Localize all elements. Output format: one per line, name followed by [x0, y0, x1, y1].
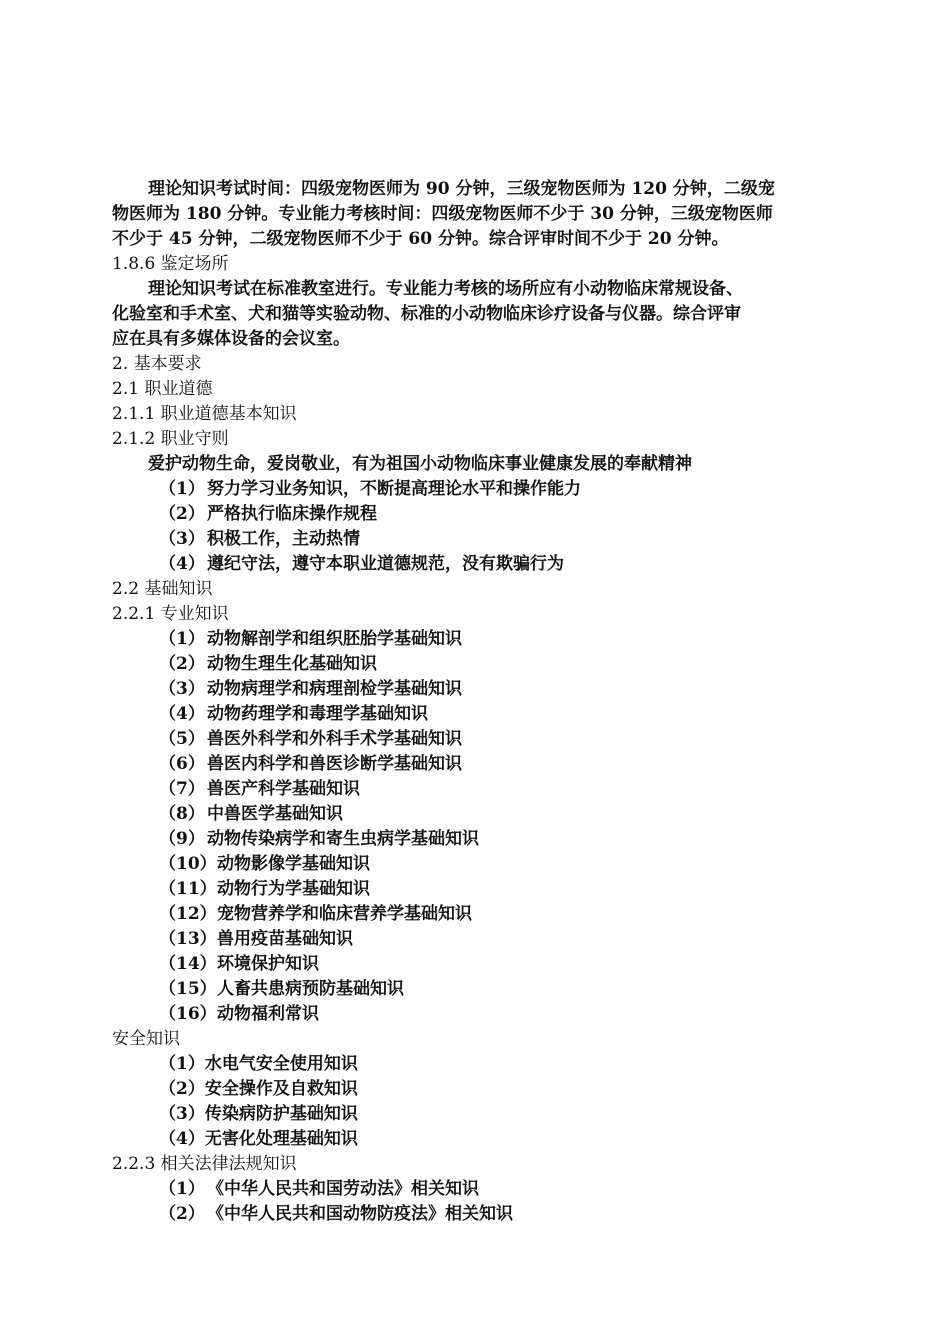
list-item — [112, 777, 832, 802]
list-item-number: （11） — [159, 879, 217, 899]
list-item-number: （12） — [159, 904, 217, 924]
list-item — [112, 627, 832, 652]
list-item-number: （1） — [159, 629, 205, 649]
paragraph-line: 化验室和手术室、犬和猫等实验动物、标准的小动物临床诊疗设备与仪器。综合评审 — [112, 304, 741, 324]
list-item-number: （1） — [159, 479, 205, 499]
list-item — [112, 827, 832, 852]
list-item — [112, 1202, 832, 1227]
paragraph-line: 理论知识考试在标准教室进行。专业能力考核的场所应有小动物临床常规设备、 — [148, 279, 743, 299]
list-item-text: 《中华人民共和国动物防疫法》相关知识 — [207, 1204, 513, 1224]
section-heading-ethics-basics: 2.1.1 职业道德基本知识 — [112, 404, 297, 424]
list-item-text: 兽用疫苗基础知识 — [217, 929, 353, 949]
list-item-number: （7） — [159, 779, 205, 799]
list-item-text: 人畜共患病预防基础知识 — [217, 979, 404, 999]
list-item-number: （2） — [159, 1204, 205, 1224]
list-item-text: 积极工作，主动热情 — [207, 529, 360, 549]
list-item — [112, 752, 832, 777]
list-item — [112, 877, 832, 902]
list-item-number: （2） — [159, 504, 205, 524]
list-item: （1）水电气安全使用知识 — [159, 1054, 358, 1074]
list-item-text: 兽医内科学和兽医诊断学基础知识 — [207, 754, 462, 774]
list-item — [112, 502, 832, 527]
list-item-number: （3） — [159, 529, 205, 549]
list-item-number: （15） — [159, 979, 217, 999]
section-heading-code-of-conduct: 2.1.2 职业守则 — [112, 429, 229, 449]
list-item-text: 努力学习业务知识，不断提高理论水平和操作能力 — [207, 479, 581, 499]
list-item — [112, 727, 832, 752]
section-heading-laws: 2.2.3 相关法律法规知识 — [112, 1154, 297, 1174]
list-item — [112, 852, 832, 877]
list-item-number: （3） — [159, 679, 205, 699]
list-item-number: （10） — [159, 854, 217, 874]
list-item-number: （4） — [159, 554, 205, 574]
safety-knowledge-list — [112, 1052, 832, 1152]
exam-time-paragraph — [112, 177, 832, 252]
paragraph-line: 不少于 45 分钟，二级宠物医师不少于 60 分钟。综合评审时间不少于 20 分钟。 — [112, 229, 729, 249]
list-item — [112, 952, 832, 977]
list-item — [112, 552, 832, 577]
list-item — [112, 527, 832, 552]
list-item-number: （8） — [159, 804, 205, 824]
list-item-text: 动物影像学基础知识 — [217, 854, 370, 874]
list-item: （3）传染病防护基础知识 — [159, 1104, 358, 1124]
ethics-list — [112, 477, 832, 577]
list-item-number: （13） — [159, 929, 217, 949]
law-knowledge-list — [112, 1177, 832, 1227]
section-heading-ethics: 2.1 职业道德 — [112, 379, 213, 399]
list-item-text: 动物药理学和毒理学基础知识 — [207, 704, 428, 724]
list-item — [112, 802, 832, 827]
section-heading-foundation: 2.2 基础知识 — [112, 579, 213, 599]
list-item — [112, 927, 832, 952]
list-item-text: 环境保护知识 — [217, 954, 319, 974]
list-item — [112, 902, 832, 927]
list-item-number: （5） — [159, 729, 205, 749]
list-item-number: （4） — [159, 704, 205, 724]
list-item-number: （1） — [159, 1179, 205, 1199]
list-item-number: （16） — [159, 1004, 217, 1024]
professional-knowledge-list — [112, 627, 832, 1027]
list-item — [112, 677, 832, 702]
paragraph-line: 物医师为 180 分钟。专业能力考核时间：四级宠物医师不少于 30 分钟，三级宠物医师 — [112, 204, 773, 224]
section-heading-professional: 2.2.1 专业知识 — [112, 604, 229, 624]
paragraph-line: 理论知识考试时间：四级宠物医师为 90 分钟，三级宠物医师为 120 分钟，二级宠 — [148, 179, 775, 199]
list-item-text: 动物福利常识 — [217, 1004, 319, 1024]
list-item-text: 动物行为学基础知识 — [217, 879, 370, 899]
list-item-text: 动物解剖学和组织胚胎学基础知识 — [207, 629, 462, 649]
list-item — [112, 652, 832, 677]
list-item-number: （9） — [159, 829, 205, 849]
list-item-text: 《中华人民共和国劳动法》相关知识 — [207, 1179, 479, 1199]
list-item — [112, 1177, 832, 1202]
venue-paragraph — [112, 277, 832, 352]
list-item-number: （6） — [159, 754, 205, 774]
list-item-text: 动物生理生化基础知识 — [207, 654, 377, 674]
ethics-intro: 爱护动物生命，爱岗敬业，有为祖国小动物临床事业健康发展的奉献精神 — [148, 454, 692, 474]
list-item — [112, 1002, 832, 1027]
list-item-number: （2） — [159, 654, 205, 674]
list-item — [112, 477, 832, 502]
list-item-text: 兽医产科学基础知识 — [207, 779, 360, 799]
section-heading-safety: 安全知识 — [112, 1029, 180, 1049]
list-item-number: （14） — [159, 954, 217, 974]
list-item-text: 中兽医学基础知识 — [207, 804, 343, 824]
list-item: （4）无害化处理基础知识 — [159, 1129, 358, 1149]
paragraph-line: 应在具有多媒体设备的会议室。 — [112, 329, 350, 349]
list-item — [112, 702, 832, 727]
list-item-text: 兽医外科学和外科手术学基础知识 — [207, 729, 462, 749]
list-item-text: 遵纪守法，遵守本职业道德规范，没有欺骗行为 — [207, 554, 564, 574]
section-heading-basic-requirements: 2. 基本要求 — [112, 354, 202, 374]
list-item — [112, 977, 832, 1002]
section-heading-venue: 1.8.6 鉴定场所 — [112, 254, 229, 274]
document-body — [112, 177, 832, 1227]
list-item-text: 宠物营养学和临床营养学基础知识 — [217, 904, 472, 924]
list-item-text: 严格执行临床操作规程 — [207, 504, 377, 524]
list-item: （2）安全操作及自救知识 — [159, 1079, 358, 1099]
list-item-text: 动物病理学和病理剖检学基础知识 — [207, 679, 462, 699]
list-item-text: 动物传染病学和寄生虫病学基础知识 — [207, 829, 479, 849]
